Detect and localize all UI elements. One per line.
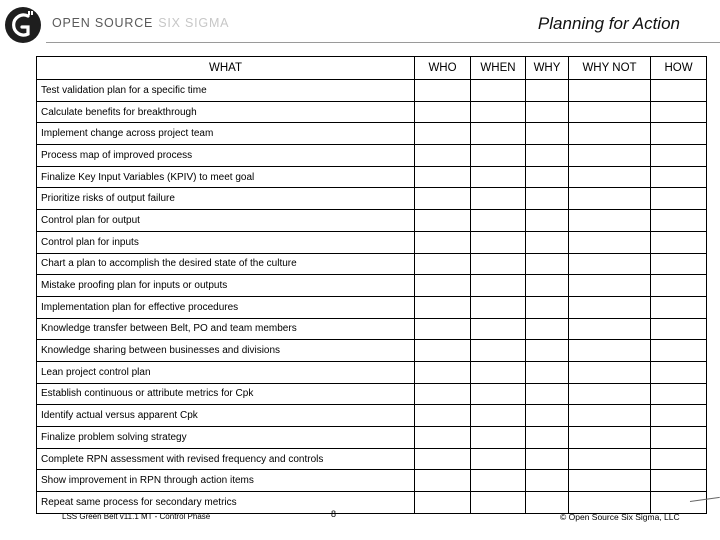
empty-why-cell [526,210,569,232]
empty-why-cell [526,427,569,449]
empty-why-cell [526,361,569,383]
table-row [37,383,707,405]
page-title: Planning for Action [537,14,680,33]
empty-how-cell [651,123,707,145]
empty-when-cell [471,80,526,102]
table-row [37,275,707,297]
empty-why-cell [526,231,569,253]
empty-why-cell [526,318,569,340]
table-row [37,101,707,123]
table-row [37,318,707,340]
empty-why-not-cell [569,492,651,514]
column-header-why: WHY [526,57,569,80]
empty-when-cell [471,188,526,210]
column-header-why-not: WHY NOT [569,57,651,80]
empty-who-cell [415,383,471,405]
what-cell: Process map of improved process [37,145,415,167]
empty-how-cell [651,318,707,340]
what-cell: Repeat same process for secondary metrics [37,492,415,514]
empty-who-cell [415,166,471,188]
empty-why-not-cell [569,340,651,362]
empty-how-cell [651,188,707,210]
empty-who-cell [415,296,471,318]
empty-when-cell [471,318,526,340]
empty-how-cell [651,145,707,167]
what-cell: Calculate benefits for breakthrough [37,101,415,123]
empty-why-not-cell [569,470,651,492]
empty-when-cell [471,383,526,405]
what-cell: Complete RPN assessment with revised frequency and controls [37,448,415,470]
empty-who-cell [415,470,471,492]
what-cell: Chart a plan to accomplish the desired state of the culture [37,253,415,275]
what-cell: Control plan for output [37,210,415,232]
empty-who-cell [415,231,471,253]
empty-who-cell [415,275,471,297]
empty-how-cell [651,275,707,297]
what-cell: Establish continuous or attribute metrics for Cpk [37,383,415,405]
empty-why-not-cell [569,405,651,427]
page-number: 8 [331,509,337,519]
header-divider [46,42,720,43]
empty-why-cell [526,123,569,145]
what-cell: Knowledge transfer between Belt, PO and team members [37,318,415,340]
logo-wordmark [52,16,229,30]
empty-who-cell [415,101,471,123]
empty-why-cell [526,166,569,188]
empty-how-cell [651,101,707,123]
logo-open-source-text: OPEN SOURCE [52,16,154,30]
empty-when-cell [471,296,526,318]
empty-why-not-cell [569,123,651,145]
empty-how-cell [651,210,707,232]
empty-when-cell [471,470,526,492]
empty-how-cell [651,296,707,318]
table-body [37,80,707,514]
logo-six-sigma-text: SIX SIGMA [158,16,230,30]
table-header-row [37,57,707,80]
empty-how-cell [651,361,707,383]
empty-when-cell [471,210,526,232]
empty-how-cell [651,340,707,362]
table-row [37,188,707,210]
empty-why-not-cell [569,275,651,297]
table-row [37,427,707,449]
empty-how-cell [651,405,707,427]
empty-who-cell [415,123,471,145]
empty-why-cell [526,145,569,167]
empty-when-cell [471,427,526,449]
empty-why-cell [526,253,569,275]
empty-who-cell [415,340,471,362]
empty-who-cell [415,405,471,427]
empty-why-not-cell [569,145,651,167]
what-cell: Prioritize risks of output failure [37,188,415,210]
empty-why-not-cell [569,427,651,449]
empty-who-cell [415,361,471,383]
empty-why-not-cell [569,361,651,383]
empty-how-cell [651,492,707,514]
empty-when-cell [471,101,526,123]
table-row [37,253,707,275]
empty-when-cell [471,231,526,253]
column-header-how: HOW [651,57,707,80]
empty-when-cell [471,405,526,427]
empty-how-cell [651,231,707,253]
column-header-who: WHO [415,57,471,80]
table-row [37,405,707,427]
empty-how-cell [651,383,707,405]
table-row [37,210,707,232]
empty-when-cell [471,340,526,362]
table-row [37,145,707,167]
copyright-footer: © Open Source Six Sigma, LLC [560,512,680,522]
open-source-six-sigma-logo-icon [4,6,42,44]
what-cell: Finalize Key Input Variables (KPIV) to meet goal [37,166,415,188]
what-cell: Knowledge sharing between businesses and divisions [37,340,415,362]
empty-why-cell [526,470,569,492]
empty-who-cell [415,210,471,232]
empty-why-cell [526,80,569,102]
empty-why-cell [526,275,569,297]
empty-who-cell [415,188,471,210]
table-row [37,80,707,102]
what-cell: Implement change across project team [37,123,415,145]
empty-why-cell [526,340,569,362]
empty-who-cell [415,253,471,275]
table-row [37,470,707,492]
table-row [37,361,707,383]
empty-why-cell [526,383,569,405]
empty-how-cell [651,427,707,449]
empty-why-cell [526,188,569,210]
table-row [37,296,707,318]
table-row [37,123,707,145]
empty-why-cell [526,101,569,123]
table-row [37,231,707,253]
what-cell: Test validation plan for a specific time [37,80,415,102]
table-row [37,492,707,514]
empty-why-not-cell [569,188,651,210]
empty-why-cell [526,448,569,470]
empty-why-not-cell [569,253,651,275]
empty-when-cell [471,123,526,145]
empty-how-cell [651,448,707,470]
empty-who-cell [415,427,471,449]
planning-action-table [36,56,707,514]
empty-why-not-cell [569,166,651,188]
empty-when-cell [471,253,526,275]
what-cell: Implementation plan for effective procedures [37,296,415,318]
empty-why-not-cell [569,383,651,405]
empty-why-not-cell [569,101,651,123]
what-cell: Show improvement in RPN through action items [37,470,415,492]
empty-who-cell [415,492,471,514]
empty-why-not-cell [569,210,651,232]
course-footer: LSS Green Belt v11.1 MT - Control Phase [62,512,211,521]
empty-who-cell [415,318,471,340]
what-cell: Finalize problem solving strategy [37,427,415,449]
empty-how-cell [651,166,707,188]
table-row [37,166,707,188]
empty-why-not-cell [569,448,651,470]
column-header-when: WHEN [471,57,526,80]
empty-when-cell [471,275,526,297]
empty-when-cell [471,361,526,383]
empty-why-cell [526,405,569,427]
empty-why-cell [526,296,569,318]
what-cell: Identify actual versus apparent Cpk [37,405,415,427]
what-cell: Control plan for inputs [37,231,415,253]
what-cell: Mistake proofing plan for inputs or outputs [37,275,415,297]
empty-who-cell [415,80,471,102]
empty-how-cell [651,80,707,102]
empty-why-cell [526,492,569,514]
empty-why-not-cell [569,80,651,102]
empty-who-cell [415,145,471,167]
empty-when-cell [471,145,526,167]
empty-why-not-cell [569,231,651,253]
empty-when-cell [471,166,526,188]
empty-who-cell [415,448,471,470]
what-cell: Lean project control plan [37,361,415,383]
table-row [37,448,707,470]
empty-why-not-cell [569,296,651,318]
table-row [37,340,707,362]
empty-when-cell [471,492,526,514]
empty-how-cell [651,470,707,492]
empty-how-cell [651,253,707,275]
empty-when-cell [471,448,526,470]
column-header-what: WHAT [37,57,415,80]
empty-why-not-cell [569,318,651,340]
